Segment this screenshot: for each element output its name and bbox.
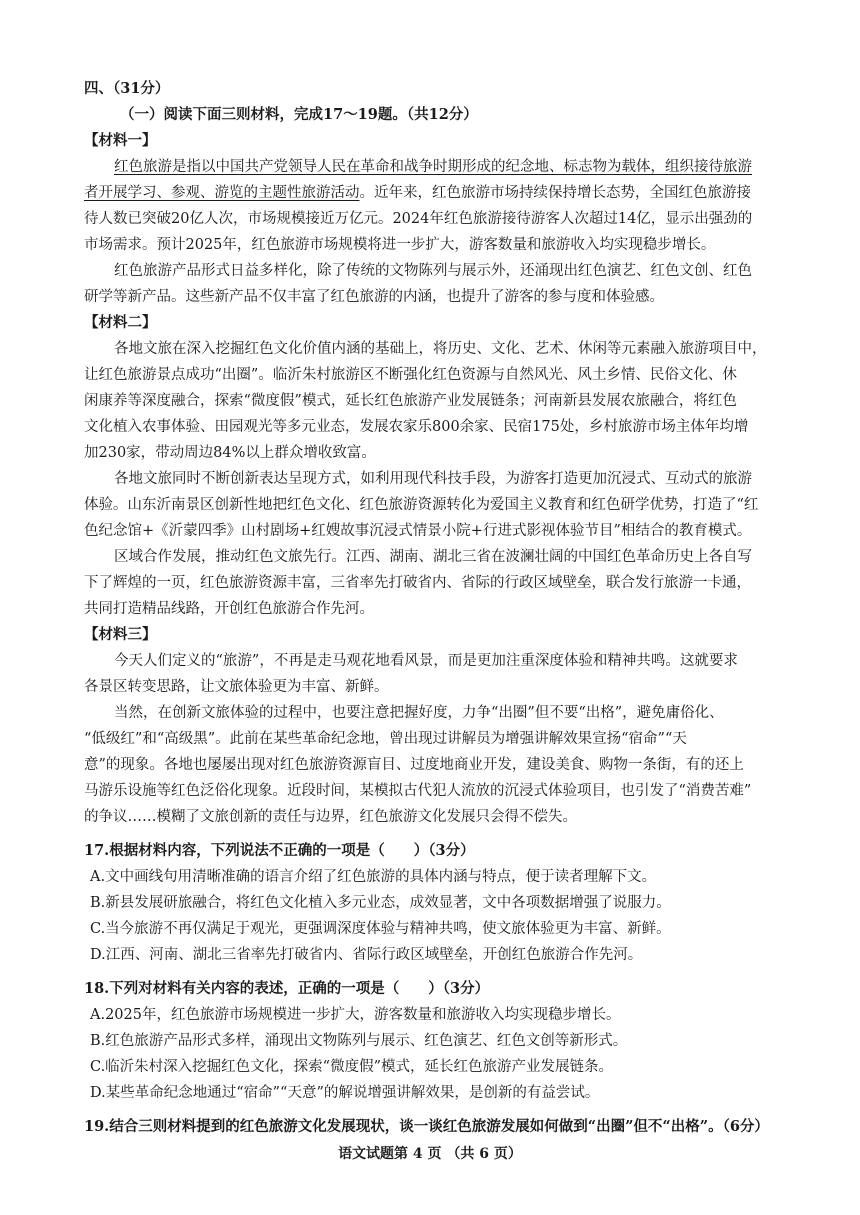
text-line <box>84 362 814 388</box>
answer-option[interactable]: A.文中画线句用清晰准确的语言介绍了红色旅游的具体内涵与特点，便于读者理解下文。 <box>90 869 657 885</box>
answer-option[interactable]: D.某些革命纪念地通过“宿命”“天意”的解说增强讲解效果，是创新的有益尝试。 <box>90 1085 600 1101</box>
line-text: 共同打造精品线路，开创红色旅游合作先河。 <box>84 601 374 617</box>
line-text: 待人数已突破20亿人次，市场规模接近万亿元。2024年红色旅游接待游客人次超过14亿，显示出强劲的 <box>84 211 753 227</box>
text-line <box>84 414 814 440</box>
text-line <box>84 492 814 518</box>
material-label: 【材料二】 <box>84 314 157 331</box>
text-line <box>84 570 814 596</box>
line-text: 当然，在创新文旅体验的过程中，也要注意把握好度，力争“出圈”但不要“出格”，避免庸俗化、 <box>114 705 724 721</box>
line-text: 红色旅游产品形式日益多样化，除了传统的文物陈列与展示外，还涌现出红色演艺、红色文创、红色 <box>114 263 752 279</box>
materials-container <box>84 128 814 830</box>
questions-container <box>84 830 814 1140</box>
text-line <box>84 674 814 700</box>
line-text: 区域合作发展，推动红色文旅先行。江西、湖南、湖北三省在波澜壮阔的中国红色革命历史上各自写 <box>114 549 752 565</box>
material-paragraph <box>84 700 814 830</box>
material-label: 【材料三】 <box>84 626 157 643</box>
text-line <box>84 388 814 414</box>
text-line <box>84 752 814 778</box>
answer-option[interactable]: D.江西、河南、湖北三省率先打破省内、省际行政区域壁垒，开创红色旅游合作先河。 <box>90 947 643 963</box>
material-paragraph <box>84 544 814 622</box>
text-line <box>84 778 814 804</box>
line-text: 各地文旅在深入挖掘红色文化价值内涵的基础上，将历史、文化、艺术、休闲等元素融入旅游项目中， <box>114 341 767 357</box>
line-text: 意”的现象。各地也屡屡出现对红色旅游资源盲目、过度地商业开发，建设美食、购物一条街，有的还上 <box>84 757 744 773</box>
question-stem: 17.根据材料内容，下列说法不正确的一项是（ ）（3分） <box>84 842 475 859</box>
answer-option[interactable]: A.2025年，红色旅游市场规模进一步扩大，游客数量和旅游收入均实现稳步增长。 <box>90 1007 621 1023</box>
line-text: “低级红”和“高级黑”。此前在某些革命纪念地，曾出现过讲解员为增强讲解效果宣扬“宿命”“天 <box>84 731 687 747</box>
answer-option[interactable]: B.新县发展研旅融合，将红色文化植入多元业态，成效显著，文中各项数据增强了说服力。 <box>90 895 671 911</box>
line-text: 市场需求。预计2025年，红色旅游市场规模将进一步扩大，游客数量和旅游收入均实现稳步增长。 <box>84 237 716 253</box>
exam-content <box>84 76 814 1140</box>
line-text: 让红色旅游景点成功“出圈”。临沂朱村旅游区不断强化红色资源与自然风光、风土乡情、民俗文化、休 <box>84 367 737 383</box>
text-line <box>84 440 814 466</box>
line-text: 色纪念馆+《沂蒙四季》山村剧场+红嫂故事沉浸式情景小院+行进式影视体验节目”相结合的教育模式。 <box>84 523 752 539</box>
line-text: 闲康养等深度融合，探索“微度假”模式，延长红色旅游产业发展链条；河南新县发展农旅融合，将红色 <box>84 393 737 409</box>
section-header: 四、（31分） <box>84 80 170 97</box>
line-text: 体验。山东沂南景区创新性地把红色文化、红色旅游资源转化为爱国主义教育和红色研学优势，打造了“红 <box>84 497 759 513</box>
line-text: 研学等新产品。这些新产品不仅丰富了红色旅游的内涵，也提升了游客的参与度和体验感。 <box>84 289 664 305</box>
text-line <box>84 518 814 544</box>
line-text: 各景区转变思路，让文旅体验更为丰富、新鲜。 <box>84 679 389 695</box>
material-paragraph <box>84 258 814 310</box>
question-stem: 19.结合三则材料提到的红色旅游文化发展现状，谈一谈红色旅游发展如何做到“出圈”但不“出格”。（6分） <box>84 1118 769 1135</box>
material-paragraph <box>84 648 814 700</box>
sub-header: （一）阅读下面三则材料，完成17～19题。（共12分） <box>120 106 478 123</box>
text-line <box>84 648 814 674</box>
text-line <box>84 284 814 310</box>
text-line <box>84 726 814 752</box>
text-line <box>84 544 814 570</box>
text-line <box>84 466 814 492</box>
line-text: 各地文旅同时不断创新表达呈现方式，如利用现代科技手段，为游客打造更加沉浸式、互动式的旅游 <box>114 471 752 487</box>
question-stem: 18.下列对材料有关内容的表述，正确的一项是（ ）（3分） <box>84 980 490 997</box>
material-paragraph <box>84 154 814 258</box>
answer-option[interactable]: B.红色旅游产品形式多样，涌现出文物陈列与展示、红色演艺、红色文创等新形式。 <box>90 1033 628 1049</box>
answer-option[interactable]: C.临沂朱村深入挖掘红色文化，探索“微度假”模式，延长红色旅游产业发展链条。 <box>90 1059 614 1075</box>
page-footer: 语文试题第 4 页 （共 6 页） <box>338 1146 522 1162</box>
text-line <box>84 336 814 362</box>
answer-option[interactable]: C.当今旅游不再仅满足于观光，更强调深度体验与精神共鸣，使文旅体验更为丰富、新鲜。 <box>90 921 671 937</box>
text-line <box>84 258 814 284</box>
text-line <box>84 804 814 830</box>
text-line <box>84 154 814 180</box>
line-text: 。近年来，红色旅游市场持续保持增长态势，全国红色旅游接 <box>359 185 751 201</box>
underlined-sentence: 红色旅游是指以中国共产党领导人民在革命和战争时期形成的纪念地、标志物为载体，组织接待旅游 <box>114 159 752 175</box>
underlined-sentence: 者开展学习、参观、游览的主题性旅游活动 <box>84 185 360 201</box>
line-text: 的争议……模糊了文旅创新的责任与边界，红色旅游文化发展只会得不偿失。 <box>84 809 577 825</box>
line-text: 文化植入农事体验、田园观光等多元业态，发展农家乐800余家、民宿175处，乡村旅游市场主体年均增 <box>84 419 749 435</box>
material-paragraph <box>84 336 814 466</box>
line-text: 马游乐设施等红色泛俗化现象。近段时间，某模拟古代犯人流放的沉浸式体验项目，也引发了“消费苦难” <box>84 783 752 799</box>
material-label: 【材料一】 <box>84 132 157 149</box>
text-line <box>84 596 814 622</box>
text-line <box>84 232 814 258</box>
text-line <box>84 180 814 206</box>
text-line <box>84 206 814 232</box>
line-text: 下了辉煌的一页，红色旅游资源丰富，三省率先打破省内、省际的行政区域壁垒，联合发行旅游一卡通， <box>84 575 751 591</box>
line-text: 加230家，带动周边84%以上群众增收致富。 <box>84 445 376 461</box>
line-text: 今天人们定义的“旅游”，不再是走马观花地看风景，而是更加注重深度体验和精神共鸣。这就要求 <box>114 653 738 669</box>
material-paragraph <box>84 466 814 544</box>
text-line <box>84 700 814 726</box>
